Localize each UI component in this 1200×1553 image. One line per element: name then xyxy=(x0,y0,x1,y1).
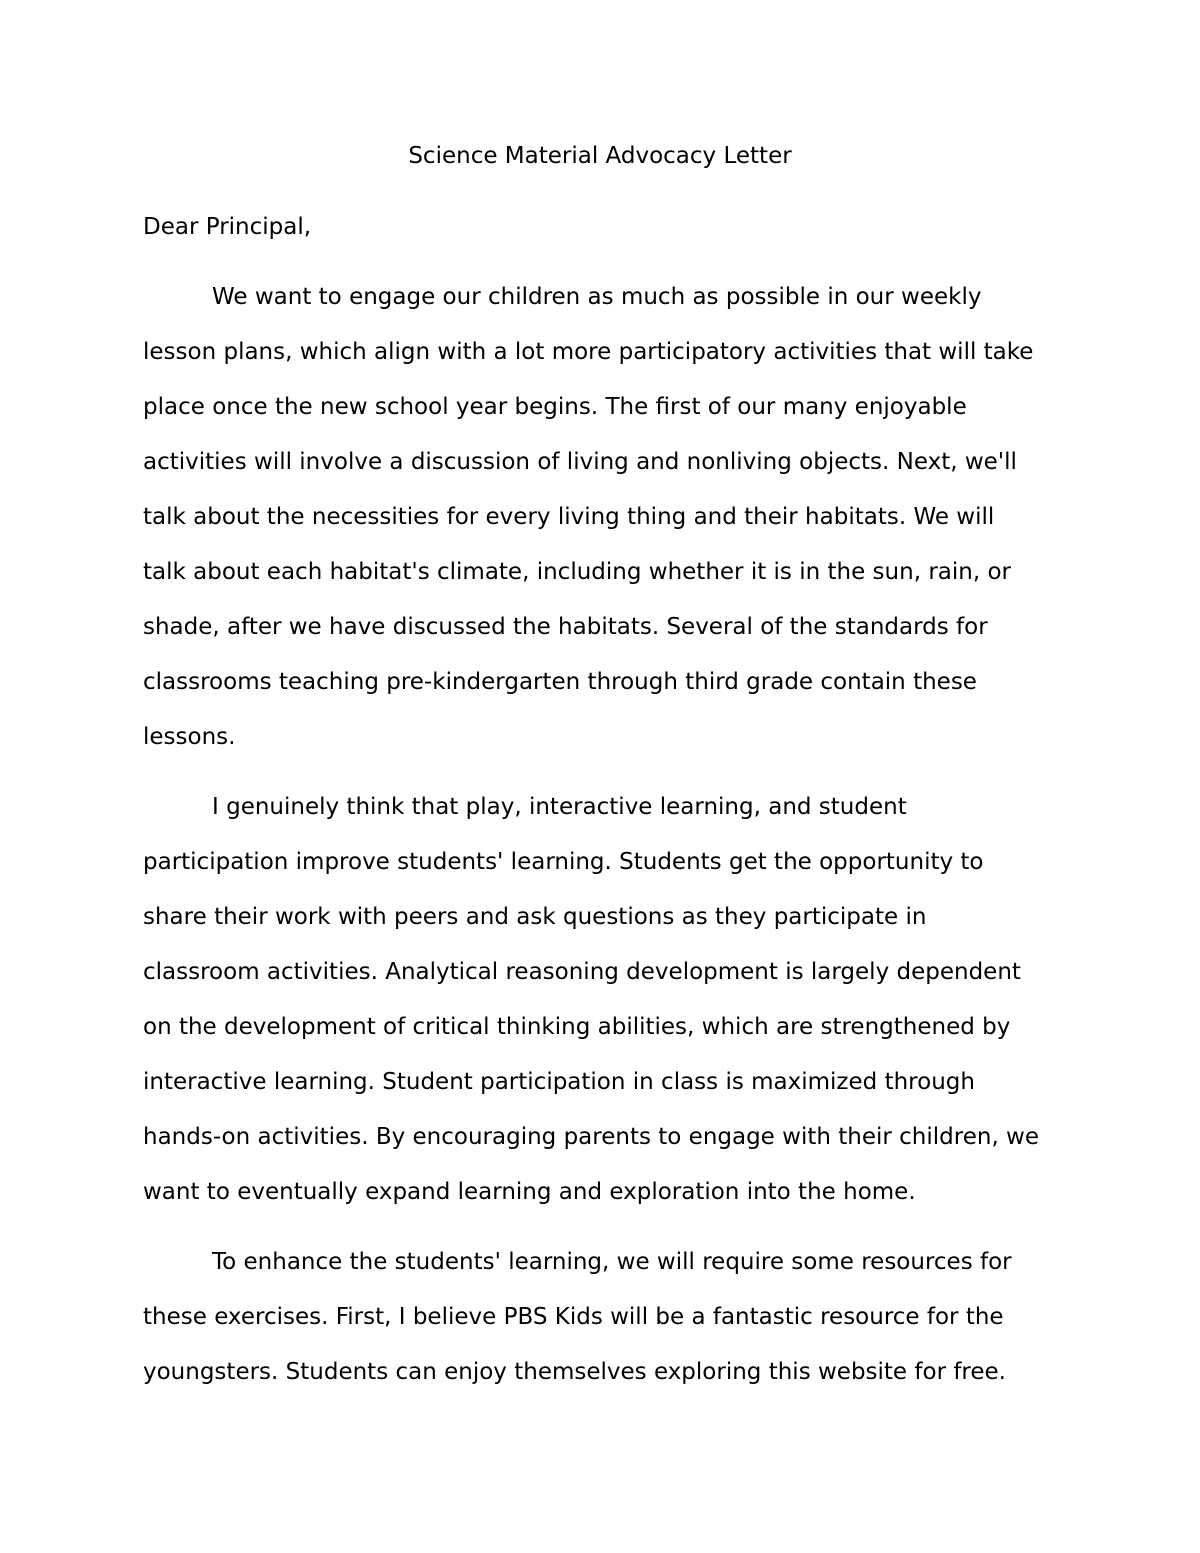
paragraph-line: lessons. xyxy=(143,724,236,750)
paragraph-line: We want to engage our children as much as possible in our weekly xyxy=(212,284,982,310)
paragraph-line: on the development of critical thinking abilities, which are strengthened by xyxy=(143,1014,1011,1040)
paragraph-line: place once the new school year begins. The first of our many enjoyable xyxy=(143,394,967,420)
paragraph-line: classrooms teaching pre-kindergarten through third grade contain these xyxy=(143,669,977,695)
paragraph-line: want to eventually expand learning and exploration into the home. xyxy=(143,1179,916,1205)
paragraph-line: shade, after we have discussed the habitats. Several of the standards for xyxy=(143,614,988,640)
paragraph-line: lesson plans, which align with a lot more participatory activities that will take xyxy=(143,339,1034,365)
paragraph-line: these exercises. First, I believe PBS Kids will be a fantastic resource for the xyxy=(143,1304,1004,1330)
paragraph-line: participation improve students' learning. Students get the opportunity to xyxy=(143,849,984,875)
paragraph-line: activities will involve a discussion of living and nonliving objects. Next, we'll xyxy=(143,449,1017,475)
salutation: Dear Principal, xyxy=(143,214,312,240)
paragraph-line: hands-on activities. By encouraging parents to engage with their children, we xyxy=(143,1124,1040,1150)
paragraph-line: talk about the necessities for every living thing and their habitats. We will xyxy=(143,504,995,530)
paragraph-line: classroom activities. Analytical reasoning development is largely dependent xyxy=(143,959,1021,985)
paragraph-line: interactive learning. Student participation in class is maximized through xyxy=(143,1069,975,1095)
document-title: Science Material Advocacy Letter xyxy=(408,143,792,169)
paragraph-line: To enhance the students' learning, we will require some resources for xyxy=(212,1249,1012,1275)
paragraph-line: talk about each habitat's climate, including whether it is in the sun, rain, or xyxy=(143,559,1011,585)
paragraph-line: youngsters. Students can enjoy themselves exploring this website for free. xyxy=(143,1359,1006,1385)
paragraph-line: share their work with peers and ask questions as they participate in xyxy=(143,904,927,930)
paragraph-line: I genuinely think that play, interactive learning, and student xyxy=(212,794,907,820)
